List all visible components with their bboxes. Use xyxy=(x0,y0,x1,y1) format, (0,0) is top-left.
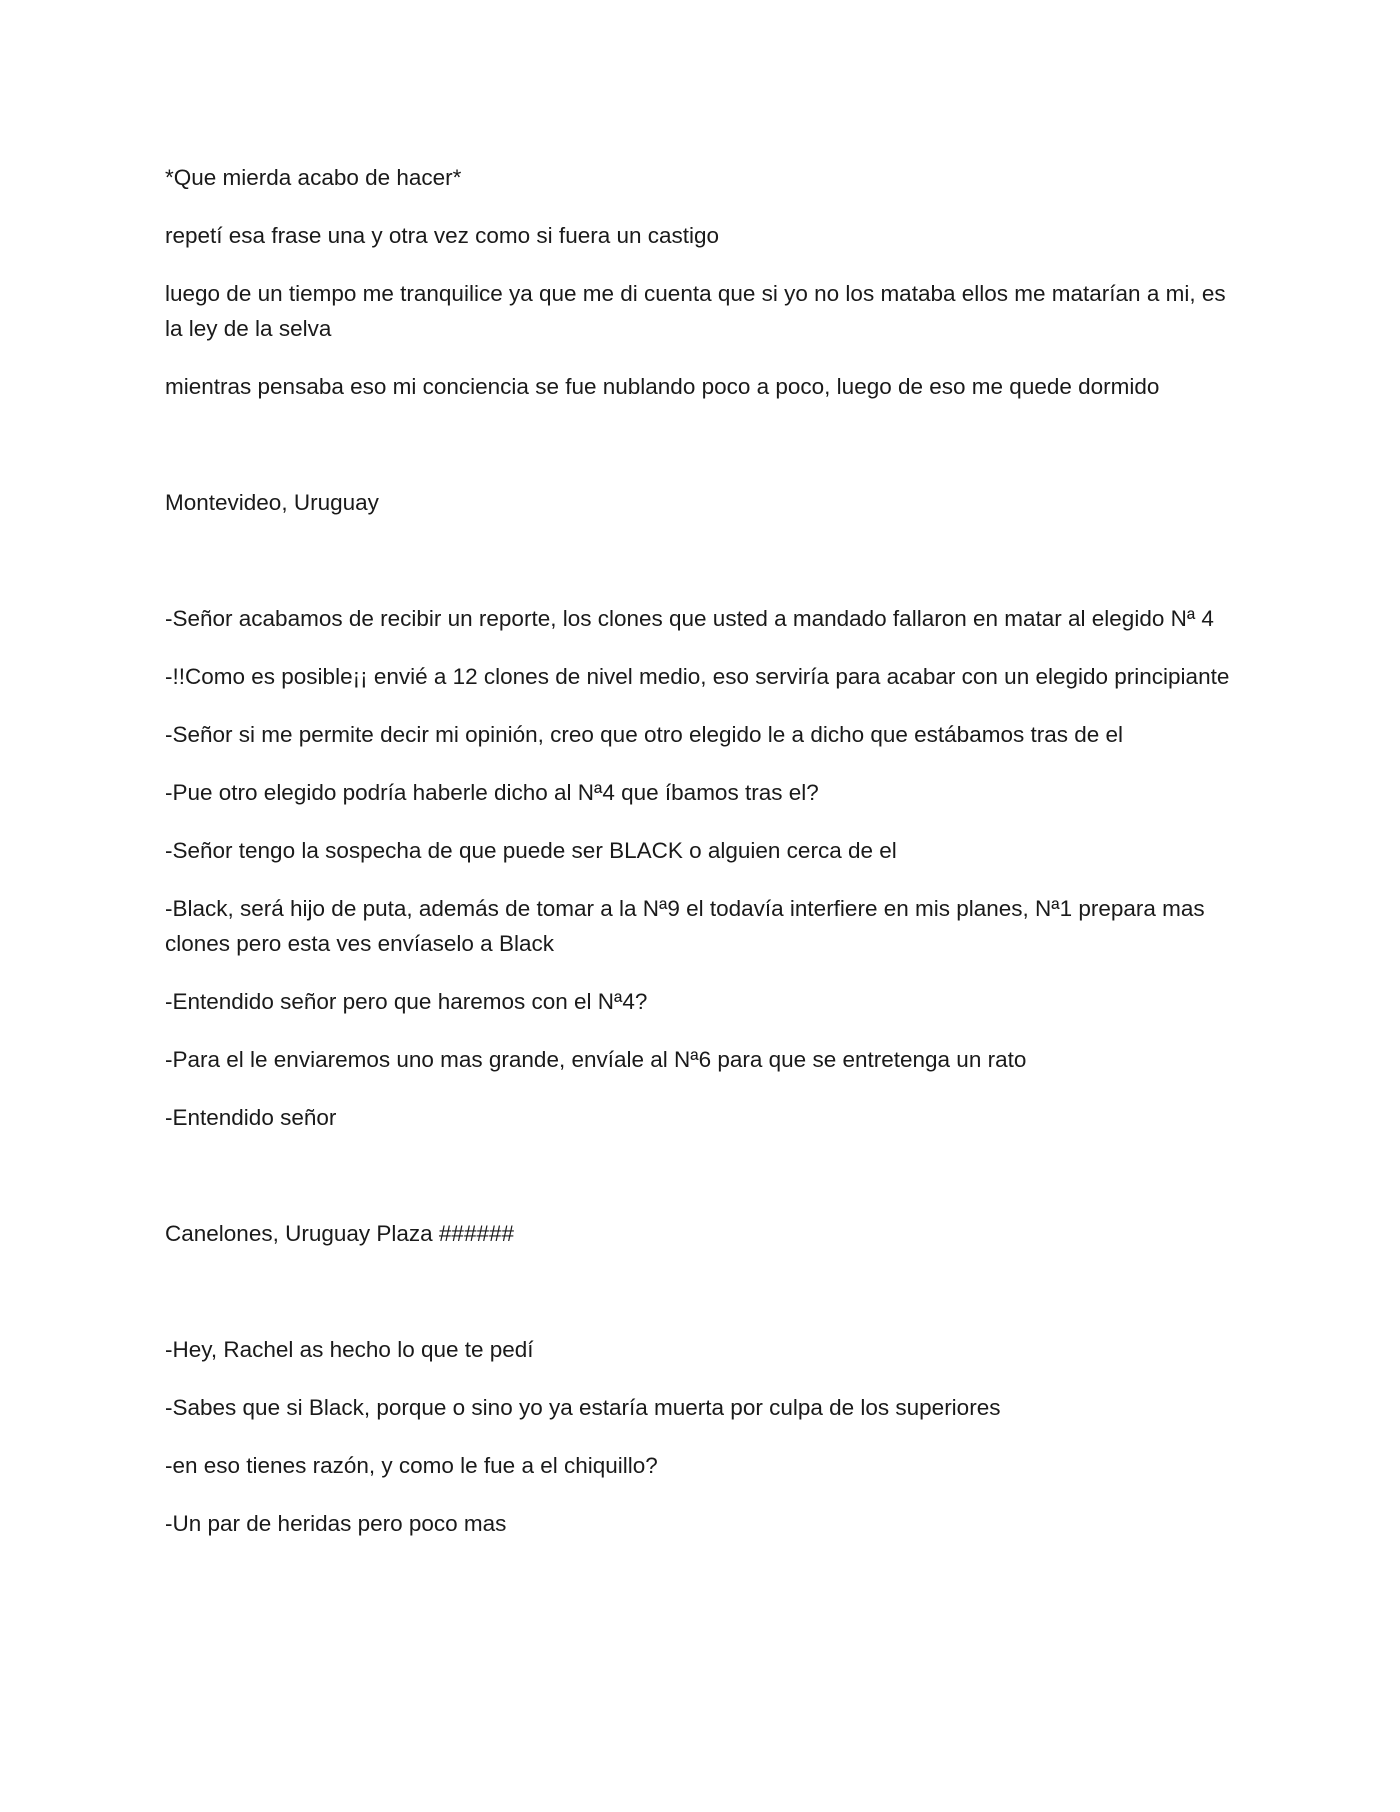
blank-line xyxy=(165,1158,1235,1216)
dialogue-line: -Entendido señor pero que haremos con el Nª4? xyxy=(165,989,648,1014)
document-body xyxy=(165,160,1235,1564)
paragraph: luego de un tiempo me tranquilice ya que me di cuenta que si yo no los mataba ellos me matarían a mi, es la ley de la selva xyxy=(165,281,1226,341)
paragraph: repetí esa frase una y otra vez como si fuera un castigo xyxy=(165,223,720,248)
dialogue-line: -Entendido señor xyxy=(165,1105,337,1130)
dialogue-line: -!!Como es posible¡¡ envié a 12 clones de nivel medio, eso serviría para acabar con un elegido principiante xyxy=(165,664,1230,689)
blank-line xyxy=(165,427,1235,485)
dialogue-line: -Sabes que si Black, porque o sino yo ya estaría muerta por culpa de los superiores xyxy=(165,1395,1001,1420)
location-heading: Montevideo, Uruguay xyxy=(165,490,379,515)
dialogue-line: -Para el le enviaremos uno mas grande, envíale al Nª6 para que se entretenga un rato xyxy=(165,1047,1027,1072)
paragraph: *Que mierda acabo de hacer* xyxy=(165,165,462,190)
location-heading: Canelones, Uruguay Plaza ###### xyxy=(165,1221,514,1246)
paragraph: mientras pensaba eso mi conciencia se fue nublando poco a poco, luego de eso me quede dormido xyxy=(165,374,1160,399)
dialogue-line: -Black, será hijo de puta, además de tomar a la Nª9 el todavía interfiere en mis planes, Nª1 prepara mas clones pero esta ves envíaselo a Black xyxy=(165,896,1205,956)
dialogue-line: -en eso tienes razón, y como le fue a el chiquillo? xyxy=(165,1453,658,1478)
blank-line xyxy=(165,1274,1235,1332)
dialogue-line: -Un par de heridas pero poco mas xyxy=(165,1511,507,1536)
dialogue-line: -Pue otro elegido podría haberle dicho al Nª4 que íbamos tras el? xyxy=(165,780,819,805)
dialogue-line: -Hey, Rachel as hecho lo que te pedí xyxy=(165,1337,534,1362)
dialogue-line: -Señor si me permite decir mi opinión, creo que otro elegido le a dicho que estábamos tras de el xyxy=(165,722,1124,747)
dialogue-line: -Señor acabamos de recibir un reporte, los clones que usted a mandado fallaron en matar al elegido Nª 4 xyxy=(165,606,1214,631)
blank-line xyxy=(165,543,1235,601)
dialogue-line: -Señor tengo la sospecha de que puede ser BLACK o alguien cerca de el xyxy=(165,838,897,863)
